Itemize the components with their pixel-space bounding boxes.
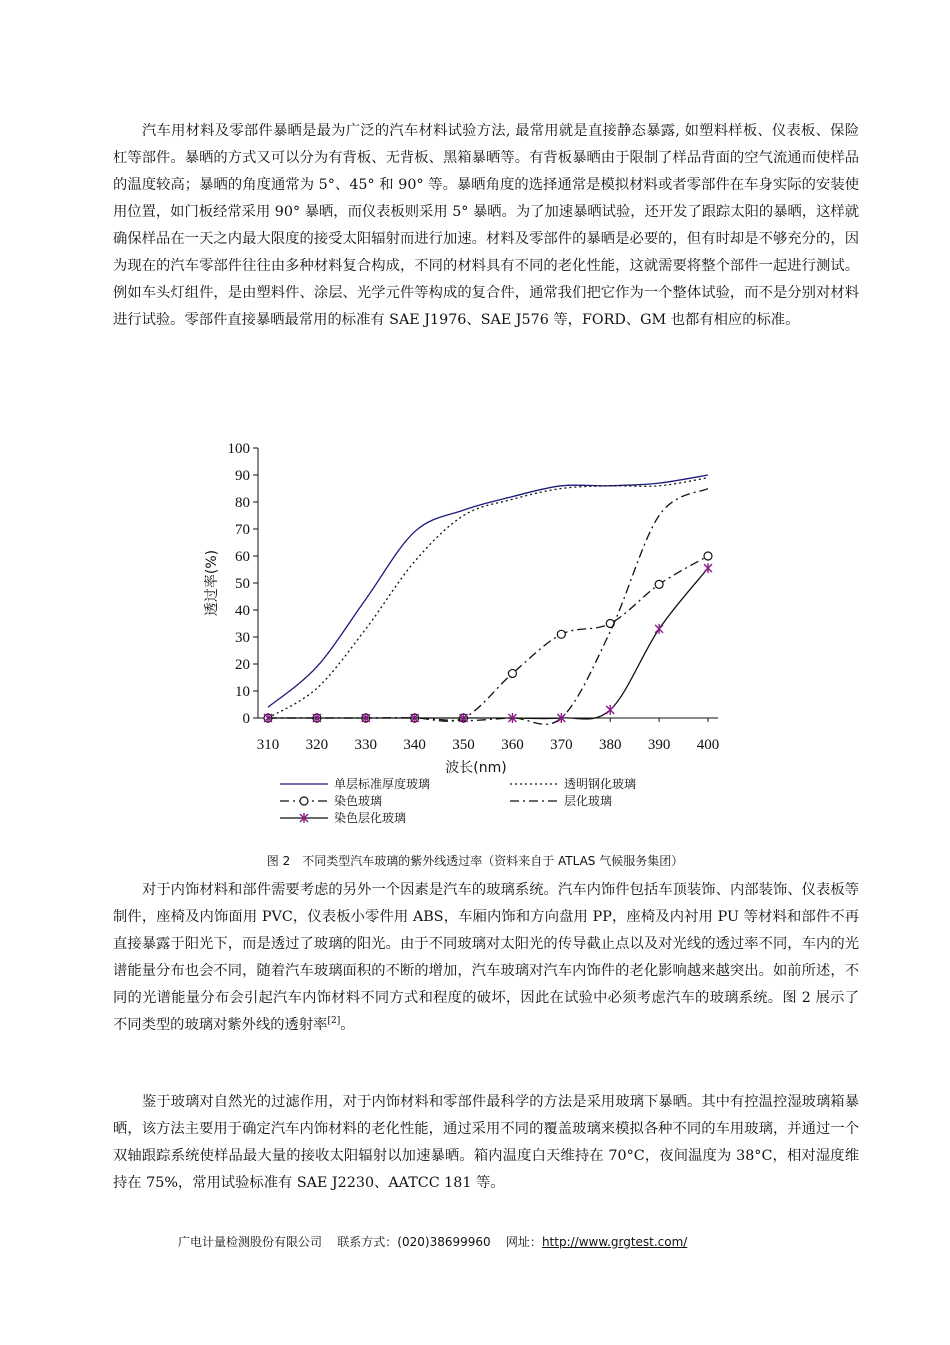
x-tick-labels <box>257 718 720 753</box>
x-tick-label: 310 <box>256 737 280 753</box>
y-tick-label: 0 <box>242 711 250 727</box>
y-tick-label: 10 <box>235 684 250 700</box>
series-line <box>268 489 708 725</box>
x-tick-label: 360 <box>501 737 524 753</box>
figure-caption: 图 2 不同类型汽车玻璃的紫外线透过率（资料来自于 ATLAS 气候服务集团） <box>266 854 684 868</box>
legend-item <box>280 810 406 825</box>
footer-contact-label: 联系方式： <box>337 1235 398 1249</box>
y-tick-label: 30 <box>235 630 250 646</box>
series-4 <box>268 489 708 725</box>
paragraph-3: 鉴于玻璃对自然光的过滤作用，对于内饰材料和零部件最科学的方法是采用玻璃下暴晒。其中有控温控湿玻璃箱暴晒，该方法主要用于确定汽车内饰材料的老化性能，通过采用不同的覆盖玻璃来模拟各种不同的车用玻璃，并通过一个双轴跟踪系统使样品最大量的接收太阳辐射以加速暴晒。箱内温度白天维持在 70°C，夜间温度为 38°C，相对湿度维持在 75%，常用试验标准有 SAE J2230、AATCC 181 等。 <box>113 1094 859 1191</box>
legend-item <box>510 776 636 791</box>
legend-item <box>280 776 430 791</box>
uv-transmittance-chart <box>190 436 730 836</box>
y-tick-label: 70 <box>235 522 250 538</box>
y-tick-labels <box>228 441 259 727</box>
data-point <box>655 580 663 588</box>
data-point <box>704 552 712 560</box>
y-tick-label: 50 <box>235 576 250 592</box>
legend-item <box>280 793 382 808</box>
y-tick-label: 90 <box>235 468 250 484</box>
y-tick-label: 60 <box>235 549 250 565</box>
series-2 <box>268 478 708 718</box>
series-line <box>268 475 708 707</box>
x-tick-label: 370 <box>550 737 573 753</box>
x-tick-label: 390 <box>647 737 671 753</box>
legend-label: 染色层化玻璃 <box>334 811 407 825</box>
paragraph-2-text: 对于内饰材料和部件需要考虑的另外一个因素是汽车的玻璃系统。汽车内饰件包括车顶装饰、内部装饰、仪表板等制件，座椅及内饰面用 PVC，仪表板小零件用 ABS，车厢内饰和方向盘用 PP，座椅及内衬用 PU 等材料和部件不再直接暴露于阳光下，而是透过了玻璃的阳光。由于不同玻璃对太阳光的传导截止点以及对光线的透过率不同，车内的光谱能量分布也会不同，随着汽车玻璃面积的不断的增加，汽车玻璃对汽车内饰件的老化影响越来越突出。如前所述，不同的光谱能量分布会引起汽车内饰材料不同方式和程度的破坏，因此在试验中必须考虑汽车的玻璃系统。图 2 展示了不同类型的玻璃对紫外线的透射率 <box>113 882 859 1033</box>
data-point <box>704 563 712 573</box>
series-layer <box>264 475 712 724</box>
paragraph-2 <box>113 877 859 1039</box>
legend-label: 染色玻璃 <box>334 794 383 808</box>
series-line <box>268 556 708 721</box>
citation-ref: [2] <box>327 1016 341 1027</box>
y-tick-label: 80 <box>235 495 250 511</box>
chart-axes <box>258 448 718 718</box>
series-3 <box>264 552 712 722</box>
legend-label: 层化玻璃 <box>564 794 613 808</box>
footer-company: 广电计量检测股份有限公司 <box>178 1235 323 1249</box>
x-axis-title: 波长(nm) <box>445 760 507 776</box>
y-tick-label: 40 <box>235 603 250 619</box>
footer-url-link[interactable]: http://www.grgtest.com/ <box>541 1235 688 1249</box>
legend-marker <box>300 797 308 805</box>
y-axis-title: 透过率(%) <box>204 549 220 617</box>
legend-item <box>510 793 612 808</box>
series-line <box>268 478 708 718</box>
paragraph-1: 汽车用材料及零部件暴晒是最为广泛的汽车材料试验方法, 最常用就是直接静态暴露, 如塑料样板、仪表板、保险杠等部件。暴晒的方式又可以分为有背板、无背板、黑箱暴晒等。有背板暴晒由于限制了样品背面的空气流通而使样品的温度较高；暴晒的角度通常为 5°、45° 和 90° 等。暴晒角度的选择通常是模拟材料或者零部件在车身实际的安装使用位置，如门板经常采用 90° 暴晒，而仪表板则采用 5° 暴晒。为了加速暴晒试验，还开发了跟踪太阳的暴晒，这样就确保样品在一天之内最大限度的接受太阳辐射而进行加速。材料及零部件的暴晒是必要的，但有时却是不够充分的，因为现在的汽车零部件往往由多种材料复合构成，不同的材料具有不同的老化性能，这就需要将整个部件一起进行测试。例如车头灯组件，是由塑料件、涂层、光学元件等构成的复合件，通常我们把它作为一个整体试验，而不是分别对材料进行试验。零部件直接暴晒最常用的标准有 SAE J1976、SAE J576 等，FORD、GM 也都有相应的标准。 <box>113 123 860 328</box>
x-tick-label: 380 <box>598 737 622 753</box>
chart-legend <box>280 776 636 825</box>
x-tick-label: 330 <box>354 737 378 753</box>
data-point <box>655 624 663 634</box>
y-tick-label: 100 <box>227 441 250 457</box>
x-tick-label: 320 <box>305 737 329 753</box>
x-tick-label: 350 <box>452 737 475 753</box>
footer-phone: (020)38699960 <box>397 1235 491 1249</box>
data-point <box>557 630 565 638</box>
data-point <box>508 669 516 677</box>
legend-label: 透明钢化玻璃 <box>564 777 637 791</box>
series-line <box>268 568 708 719</box>
data-point <box>606 705 614 715</box>
x-tick-label: 340 <box>403 737 426 753</box>
legend-label: 单层标准厚度玻璃 <box>334 777 431 791</box>
series-1 <box>268 475 708 707</box>
paragraph-2-end: 。 <box>340 1017 355 1033</box>
page-footer <box>178 1233 687 1250</box>
x-tick-label: 400 <box>696 737 720 753</box>
series-5 <box>264 563 712 723</box>
footer-web-label: 网址： <box>505 1235 542 1249</box>
y-tick-label: 20 <box>235 657 250 673</box>
